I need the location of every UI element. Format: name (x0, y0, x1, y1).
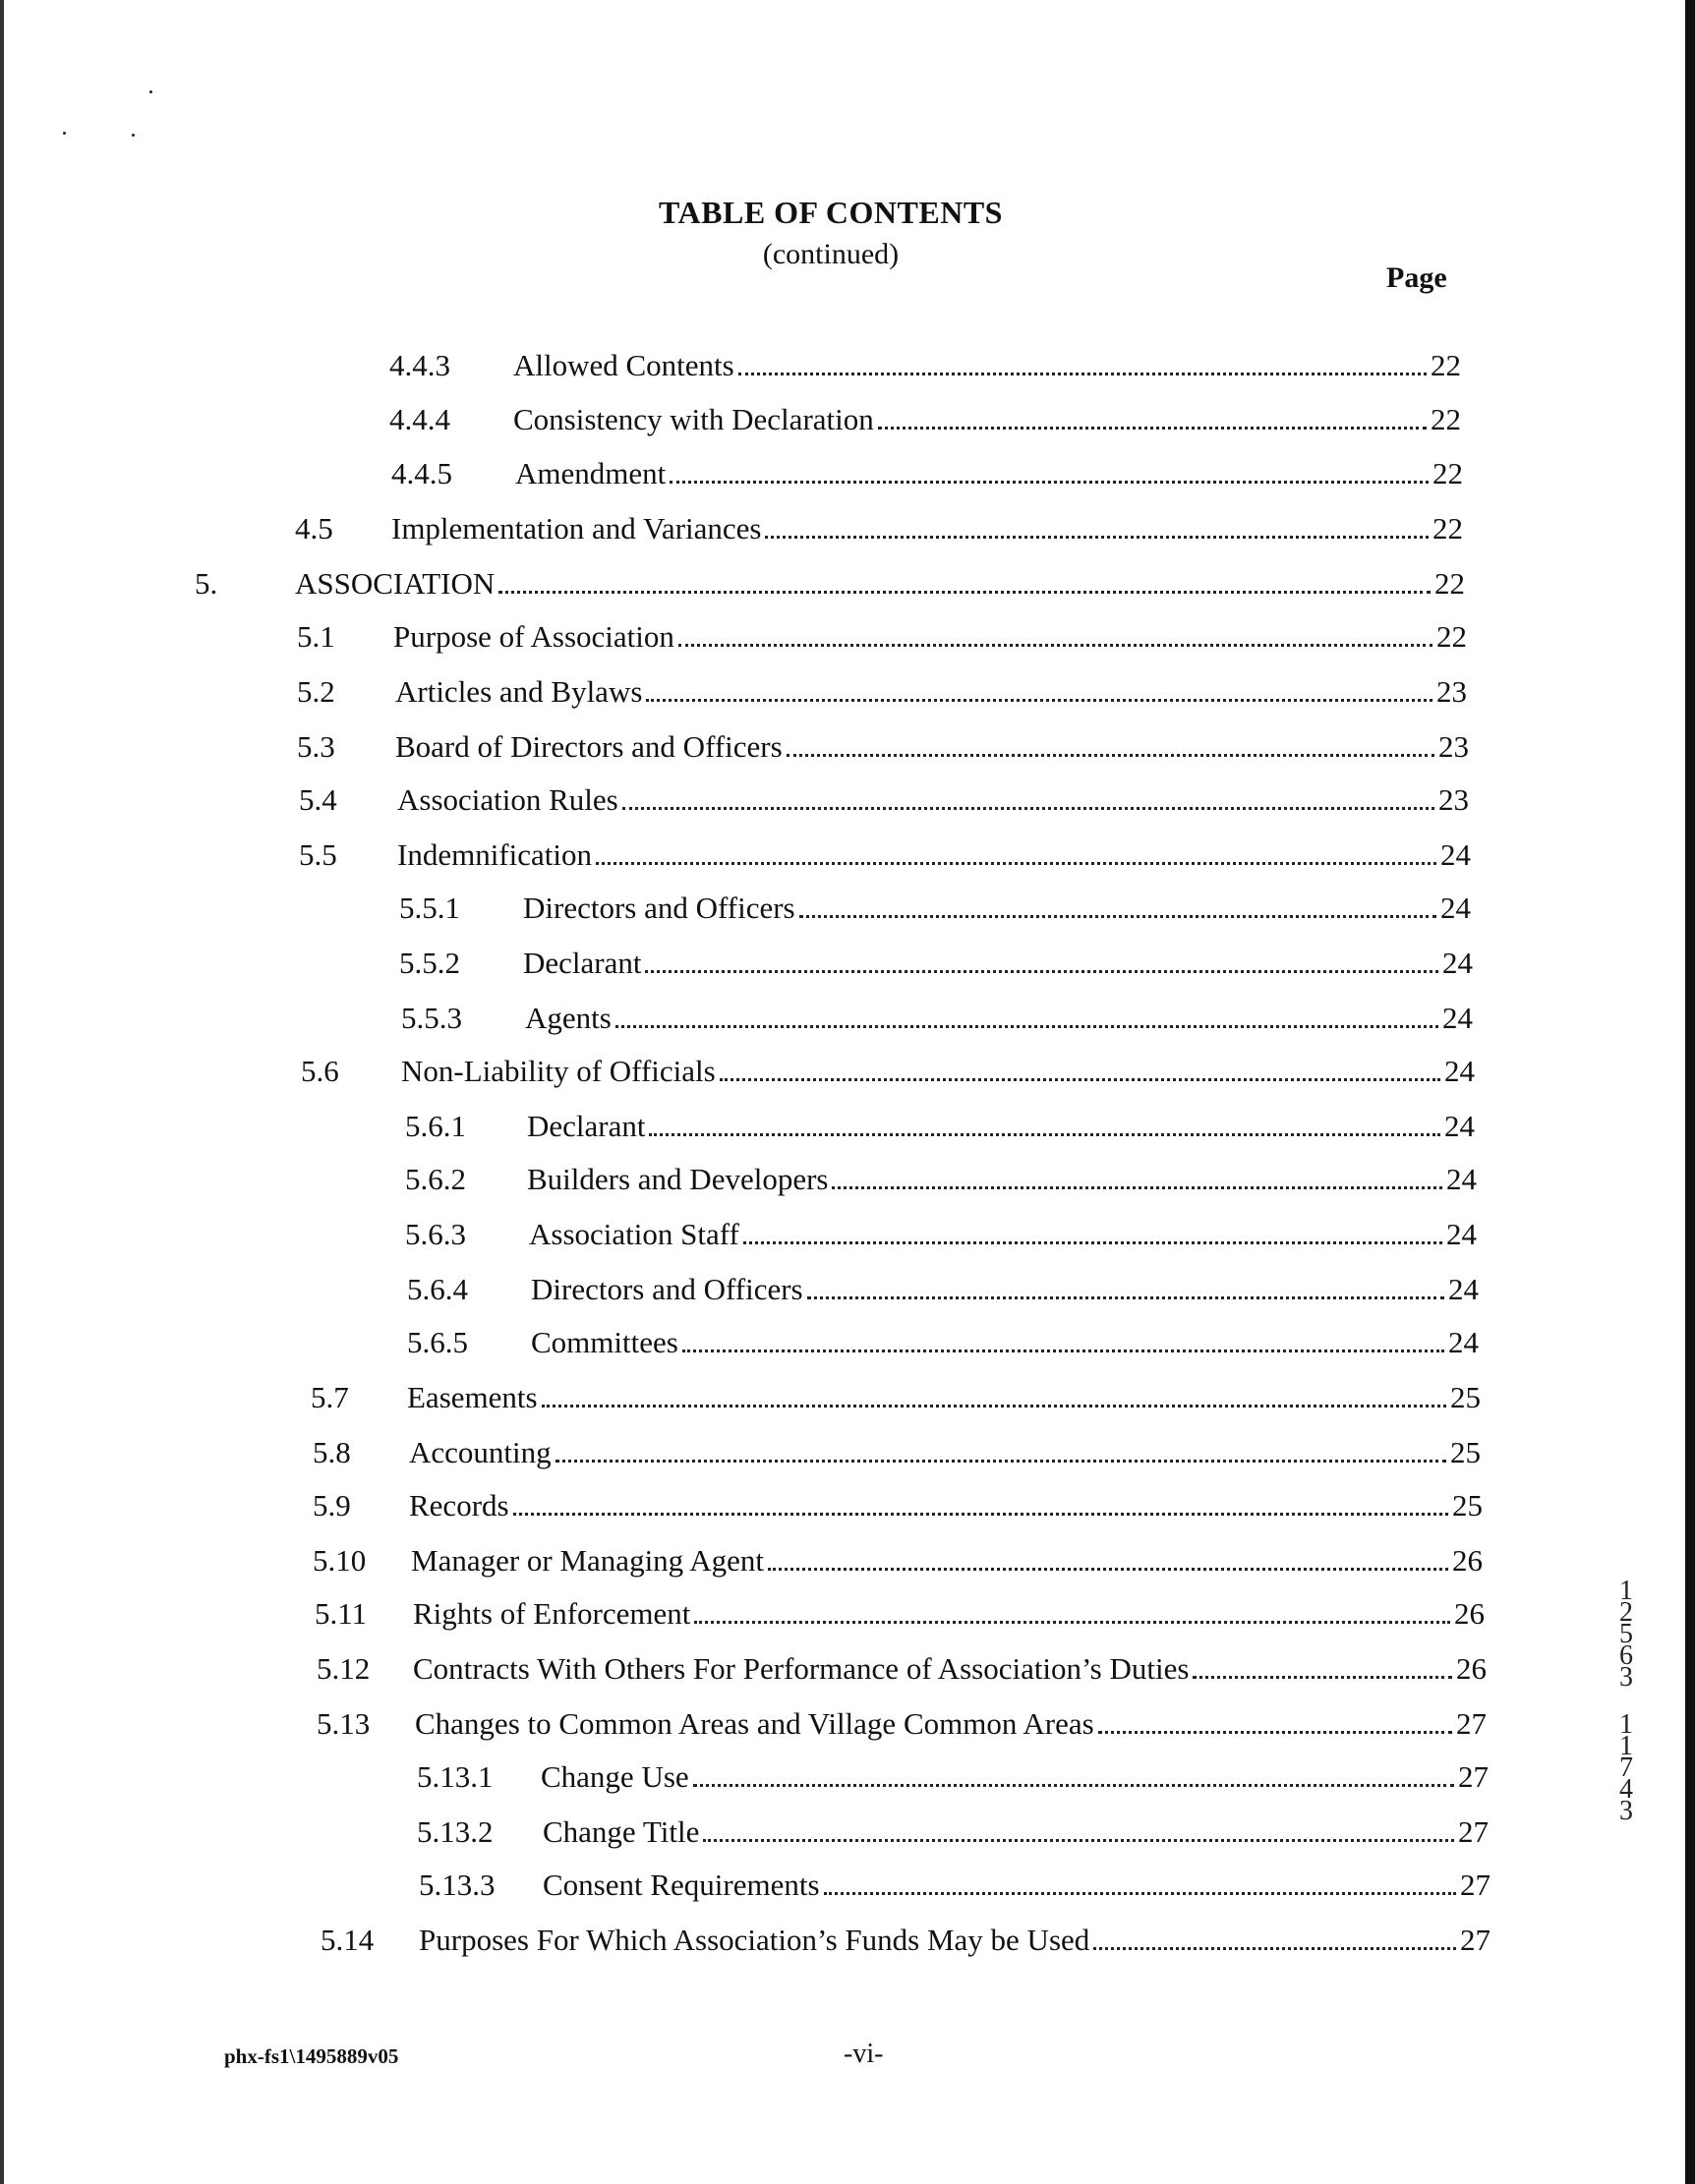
toc-entry-number: 5.8 (313, 1435, 351, 1469)
toc-entry-line (411, 1541, 1483, 1581)
dot-leader (622, 807, 1434, 810)
dot-leader (768, 1568, 1448, 1571)
toc-entry-line (531, 1270, 1479, 1309)
toc-entry (313, 1541, 1483, 1581)
toc-entry-page: 23 (1436, 674, 1467, 709)
toc-entry (317, 1704, 1487, 1744)
toc-entry-title: Agents (525, 999, 614, 1038)
toc-entry-title: Association Rules (397, 780, 620, 820)
toc-entry-number: 5.13.2 (417, 1814, 494, 1849)
toc-entry-number: 5.6.3 (405, 1217, 466, 1251)
toc-entry (417, 1812, 1489, 1852)
toc-entry-line (523, 944, 1473, 983)
toc-entry-number: 5.7 (311, 1380, 349, 1414)
toc-entry-number: 5. (195, 566, 218, 601)
toc-entry-title: Amendment (515, 454, 668, 493)
toc-entry-title: Change Title (543, 1812, 701, 1852)
toc-entry (317, 1649, 1487, 1689)
toc-entry-title: Directors and Officers (523, 889, 797, 928)
toc-entry-number: 5.1 (297, 619, 335, 654)
toc-entry-line (397, 835, 1471, 875)
toc-entry (313, 1433, 1481, 1472)
toc-entry-number: 5.6.5 (407, 1325, 468, 1359)
toc-entry-line (515, 454, 1463, 493)
dot-leader (678, 644, 1432, 647)
toc-entry-title: Manager or Managing Agent (411, 1541, 766, 1581)
toc-entry (419, 1866, 1490, 1905)
toc-entry-page: 24 (1444, 1054, 1475, 1088)
dot-leader (645, 970, 1438, 973)
dot-leader (670, 481, 1429, 484)
toc-entry-number: 5.3 (297, 729, 335, 764)
toc-entry-number: 5.5 (299, 837, 337, 872)
toc-entry-line (525, 999, 1473, 1038)
toc-entry-number: 5.12 (317, 1651, 371, 1686)
toc-entry-page: 22 (1434, 566, 1465, 601)
toc-entry (405, 1215, 1477, 1254)
toc-entry-title: Contracts With Others For Performance of Association’s Duties (413, 1649, 1191, 1689)
toc-entry (313, 1486, 1483, 1525)
toc-entry-page: 24 (1448, 1272, 1479, 1306)
toc-entry-page: 26 (1454, 1596, 1485, 1631)
toc-entry-number: 5.4 (299, 782, 337, 817)
dot-leader (787, 754, 1434, 757)
toc-entry (417, 1757, 1489, 1797)
toc-entry-title: Declarant (527, 1107, 647, 1146)
toc-entry-number: 5.10 (313, 1543, 367, 1578)
toc-entry-page: 24 (1448, 1325, 1479, 1359)
stamp-digit: 1 (1619, 1709, 1633, 1740)
toc-entry-title: Purposes For Which Association’s Funds May be Used (419, 1921, 1091, 1960)
side-stamp (1608, 1576, 1644, 1826)
toc-entry-page: 25 (1450, 1380, 1481, 1414)
toc-entry (299, 835, 1471, 875)
toc-entry-number: 5.6.1 (405, 1109, 466, 1143)
toc-subtitle: (continued) (762, 238, 900, 270)
toc-entry-number: 4.4.3 (389, 348, 450, 382)
toc-entry-line (513, 400, 1461, 439)
scan-speck (149, 90, 152, 93)
toc-entry-line (531, 1323, 1479, 1362)
toc-entry-page: 24 (1444, 1109, 1475, 1143)
toc-entry-page: 22 (1431, 348, 1461, 382)
dot-leader (738, 373, 1427, 375)
dot-leader (1098, 1731, 1452, 1734)
toc-entry-page: 22 (1436, 619, 1467, 654)
dot-leader (555, 1460, 1446, 1463)
toc-entry-number: 5.9 (313, 1488, 351, 1523)
toc-entry (295, 509, 1463, 548)
page-left-edge (0, 0, 4, 2184)
toc-entry-title: Implementation and Variances (391, 509, 763, 548)
stamp-digit: 6 (1619, 1640, 1633, 1671)
dot-leader (720, 1078, 1440, 1081)
dot-leader (1193, 1676, 1452, 1679)
toc-entry-line (523, 889, 1471, 928)
toc-entry-page: 25 (1450, 1435, 1481, 1469)
toc-entry (195, 564, 1465, 603)
toc-entry-number: 5.13.1 (417, 1759, 494, 1794)
toc-entry-page: 26 (1452, 1543, 1483, 1578)
toc-entry-page: 22 (1432, 511, 1463, 546)
toc-entry-title: Non-Liability of Officials (401, 1052, 718, 1091)
dot-leader (542, 1405, 1446, 1408)
page-column-label: Page (1386, 261, 1447, 294)
toc-entry-number: 4.4.4 (389, 402, 450, 436)
toc-entry (407, 1270, 1479, 1309)
toc-entry-line (419, 1921, 1490, 1960)
toc-entry-title: Builders and Developers (527, 1160, 830, 1199)
toc-entry-title: Declarant (523, 944, 643, 983)
dot-leader (649, 1133, 1440, 1136)
toc-entry-page: 23 (1438, 729, 1469, 764)
toc-entry-number: 4.5 (295, 511, 333, 546)
toc-entry-line (527, 1160, 1477, 1199)
toc-entry (391, 454, 1463, 493)
toc-entry-title: ASSOCIATION (295, 564, 497, 603)
stamp-digit: 7 (1619, 1753, 1633, 1783)
toc-entry-line (401, 1052, 1475, 1091)
toc-entry (389, 400, 1461, 439)
toc-entry-number: 5.14 (321, 1923, 375, 1957)
page-right-edge (1685, 0, 1695, 2184)
toc-entry-line (395, 672, 1467, 712)
stamp-digit: 3 (1619, 1796, 1633, 1826)
toc-entry-page: 27 (1458, 1814, 1489, 1849)
scan-speck (132, 134, 135, 137)
toc-entry-title: Rights of Enforcement (413, 1594, 692, 1634)
toc-entry-number: 5.6 (301, 1054, 339, 1088)
toc-entry-number: 5.6.4 (407, 1272, 468, 1306)
toc-entry-number: 4.4.5 (391, 456, 452, 490)
toc-entry-title: Directors and Officers (531, 1270, 805, 1309)
toc-entry-number: 5.5.2 (399, 946, 460, 980)
toc-entry (401, 999, 1473, 1038)
toc-entry-title: Articles and Bylaws (395, 672, 644, 712)
toc-entry-page: 27 (1460, 1923, 1490, 1957)
toc-entry (297, 727, 1469, 767)
dot-leader (799, 915, 1436, 918)
toc-entry (299, 780, 1469, 820)
toc-entry-title: Association Staff (529, 1215, 741, 1254)
toc-entry-line (397, 780, 1469, 820)
toc-entry (399, 944, 1473, 983)
toc-entry-page: 27 (1460, 1868, 1490, 1902)
toc-entry-page: 24 (1440, 891, 1471, 925)
toc-entry-line (413, 1594, 1485, 1634)
dot-leader (743, 1241, 1442, 1244)
toc-entry-page: 24 (1442, 946, 1473, 980)
dot-leader (596, 862, 1436, 865)
toc-title: TABLE OF CONTENTS (659, 195, 1003, 230)
toc-entry-number: 5.11 (315, 1596, 368, 1631)
toc-entry-line (409, 1433, 1481, 1472)
toc-entry-line (407, 1378, 1481, 1417)
toc-entry-title: Purpose of Association (393, 617, 676, 657)
toc-entry-page: 22 (1431, 402, 1461, 436)
toc-entry-page: 23 (1438, 782, 1469, 817)
toc-entry-line (513, 346, 1461, 385)
stamp-digit: 4 (1619, 1774, 1633, 1805)
toc-entry-page: 22 (1432, 456, 1463, 490)
toc-entry-title: Allowed Contents (513, 346, 736, 385)
toc-entry-line (527, 1107, 1475, 1146)
toc-entry (315, 1594, 1485, 1634)
dot-leader (807, 1296, 1444, 1299)
toc-entry-line (543, 1812, 1489, 1852)
stamp-digit: 5 (1619, 1619, 1633, 1649)
dot-leader (646, 699, 1432, 702)
toc-entry (297, 617, 1467, 657)
toc-entry-page: 24 (1446, 1162, 1477, 1196)
dot-leader (694, 1621, 1450, 1624)
toc-entry-page: 27 (1458, 1759, 1489, 1794)
toc-entry-title: Indemnification (397, 835, 594, 875)
dot-leader (615, 1025, 1438, 1028)
stamp-digit: 1 (1619, 1576, 1633, 1606)
toc-entry-title: Committees (531, 1323, 680, 1362)
dot-leader (765, 536, 1429, 539)
toc-entry-line (413, 1649, 1487, 1689)
page-number: -vi- (844, 2039, 884, 2069)
toc-entry-title: Accounting (409, 1433, 554, 1472)
stamp-digit: 3 (1619, 1662, 1633, 1693)
toc-entry-title: Consistency with Declaration (513, 400, 876, 439)
toc-entry-line (415, 1704, 1487, 1744)
dot-leader (1093, 1947, 1456, 1950)
toc-entry-page: 24 (1446, 1217, 1477, 1251)
toc-entry-line (529, 1215, 1477, 1254)
toc-entry-number: 5.2 (297, 674, 335, 709)
toc-entry-line (391, 509, 1463, 548)
toc-entry-line (393, 617, 1467, 657)
document-id: phx-fs1\1495889v05 (224, 2044, 399, 2068)
toc-entry-title: Easements (407, 1378, 540, 1417)
toc-entry-number: 5.6.2 (405, 1162, 466, 1196)
toc-entry-page: 24 (1442, 1001, 1473, 1035)
toc-entry (389, 346, 1461, 385)
toc-entry-page: 25 (1452, 1488, 1483, 1523)
toc-entry-page: 24 (1440, 837, 1471, 872)
dot-leader (832, 1186, 1442, 1189)
dot-leader (824, 1892, 1456, 1895)
toc-entry-line (409, 1486, 1483, 1525)
toc-entry (399, 889, 1471, 928)
toc-entry-number: 5.13.3 (419, 1868, 496, 1902)
toc-entry-line (543, 1866, 1490, 1905)
dot-leader (682, 1350, 1444, 1352)
stamp-digit: 1 (1619, 1731, 1633, 1761)
toc-entry-title: Change Use (541, 1757, 691, 1797)
dot-leader (693, 1784, 1454, 1787)
toc-entry-title: Board of Directors and Officers (395, 727, 785, 767)
dot-leader (878, 427, 1427, 430)
scan-speck (63, 132, 66, 135)
toc-entry-number: 5.5.3 (401, 1001, 462, 1035)
toc-entry (301, 1052, 1475, 1091)
dot-leader (703, 1839, 1454, 1842)
toc-entry-title: Records (409, 1486, 511, 1525)
toc-entry-title: Changes to Common Areas and Village Common Areas (415, 1704, 1096, 1744)
toc-entry (405, 1107, 1475, 1146)
toc-entry-line (541, 1757, 1489, 1797)
toc-entry (297, 672, 1467, 712)
dot-leader (513, 1513, 1448, 1516)
toc-entry (321, 1921, 1490, 1960)
toc-entry-title: Consent Requirements (543, 1866, 822, 1905)
dot-leader (498, 591, 1431, 594)
toc-entry-line (295, 564, 1465, 603)
toc-entry-page: 27 (1456, 1706, 1487, 1741)
stamp-digit: 2 (1619, 1597, 1633, 1628)
toc-entry-line (395, 727, 1469, 767)
toc-entry (405, 1160, 1477, 1199)
toc-entry (407, 1323, 1479, 1362)
toc-entry (311, 1378, 1481, 1417)
toc-entry-number: 5.13 (317, 1706, 371, 1741)
toc-entry-number: 5.5.1 (399, 891, 460, 925)
toc-entry-page: 26 (1456, 1651, 1487, 1686)
